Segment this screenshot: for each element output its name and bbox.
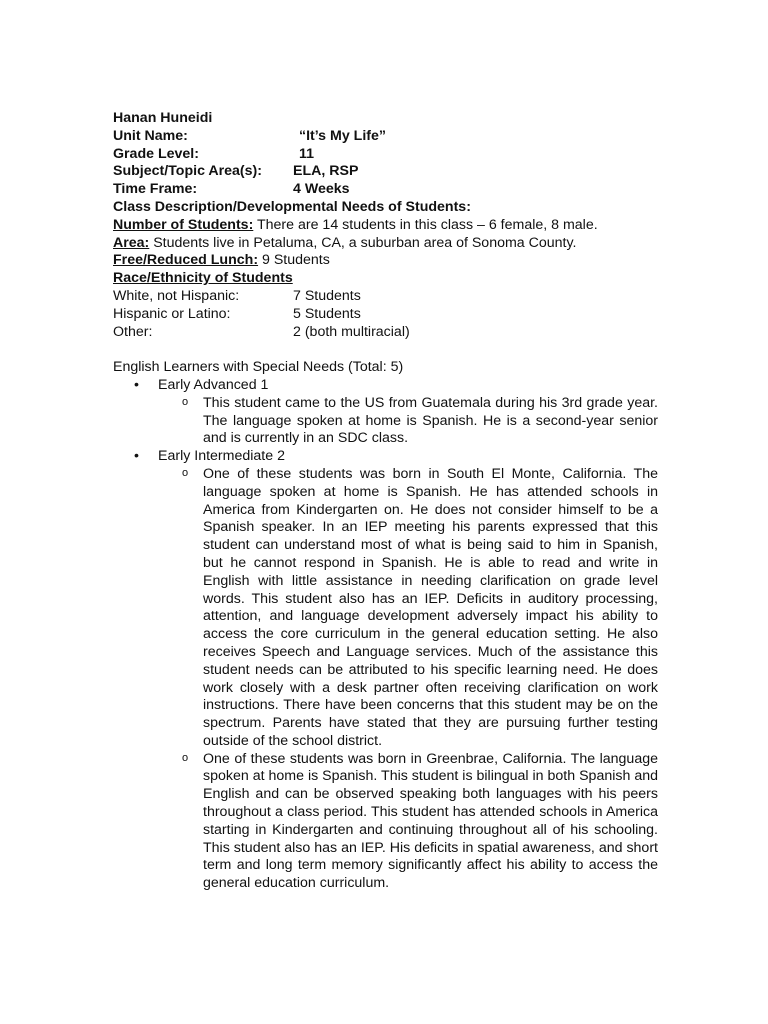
document-page [113, 110, 658, 893]
group-label: Early Advanced 1 [158, 376, 269, 393]
unit-name-label: Unit Name: [113, 127, 188, 144]
grade-level-value: 11 [299, 145, 314, 162]
circle-bullet-icon: o [182, 466, 189, 479]
free-lunch-line [113, 252, 658, 270]
student-description: One of these students was born in South El Monte, California. The language spoken at home is Spanish. He has attended schools in America from Kindergarten on. He does not consider himself to be a Spanish speaker. In an IEP meeting his parents expressed that this student can understand most of what is being said to him in Spanish, but he cannot respond in Spanish. He is able to read and write in English with little assistance in needing clarification on grade level words. This student also has an IEP. Deficits in auditory processing, attention, and language development adversely impact his ability to access the core curriculum in the general education setting. He also receives Speech and Language services. Much of the assistance this student needs can be attributed to his specific learning need. He does work closely with a desk partner often receiving clarification on work instructions. There have been concerns that this student may be on the spectrum. Parents have stated that they are pursuing further testing outside of the school district. [203, 465, 658, 749]
area-label: Area: [113, 234, 150, 251]
race-ethnicity-heading: Race/Ethnicity of Students [113, 270, 293, 287]
list-item-early-advanced [113, 377, 658, 395]
unit-name-value: “It’s My Life” [299, 127, 386, 144]
time-frame-row [113, 181, 658, 199]
race-value: 5 Students [293, 305, 361, 322]
grade-level-label: Grade Level: [113, 145, 199, 162]
subject-label: Subject/Topic Area(s): [113, 163, 262, 180]
area-text: Students live in Petaluma, CA, a suburban area of Sonoma County. [149, 234, 577, 251]
race-row-hispanic [113, 306, 658, 324]
subject-row [113, 163, 658, 181]
race-value: 2 (both multiracial) [293, 323, 410, 340]
list-subitem [113, 751, 658, 893]
english-learners-heading: English Learners with Special Needs (Total: 5) [113, 359, 404, 376]
free-lunch-label: Free/Reduced Lunch: [113, 252, 259, 269]
circle-bullet-icon: o [182, 751, 189, 764]
list-subitem [113, 395, 658, 448]
unit-name-row [113, 128, 658, 146]
bullet-icon: • [134, 376, 139, 393]
bullet-icon: • [134, 448, 139, 465]
race-label: Other: [113, 323, 153, 340]
area-line [113, 235, 658, 253]
number-of-students-text: There are 14 students in this class – 6 female, 8 male. [253, 216, 598, 233]
race-label: White, not Hispanic: [113, 287, 240, 304]
time-frame-value: 4 Weeks [293, 181, 350, 198]
free-lunch-text: 9 Students [258, 252, 330, 269]
blank-line [113, 341, 658, 359]
race-value: 7 Students [293, 287, 361, 304]
student-description: One of these students was born in Greenbrae, California. The language spoken at home is Spanish. This student is bilingual in both Spanish and English and can be observed speaking both languages with his peers throughout a class period. This student has attended schools in America starting in Kindergarten and continuing throughout all of his schooling. This student also has an IEP. His deficits in spatial awareness, and short term and long term memory significantly affect his ability to access the general education curriculum. [203, 750, 658, 892]
class-description-heading: Class Description/Developmental Needs of Students: [113, 198, 471, 215]
list-subitem [113, 466, 658, 751]
list-item-early-intermediate [113, 448, 658, 466]
number-of-students-line [113, 217, 658, 235]
student-description: This student came to the US from Guatemala during his 3rd grade year. The language spoken at home is Spanish. He is a second-year senior and is currently in an SDC class. [203, 394, 658, 447]
author-name: Hanan Huneidi [113, 110, 213, 126]
race-label: Hispanic or Latino: [113, 305, 231, 322]
circle-bullet-icon: o [182, 395, 189, 408]
race-row-other [113, 324, 658, 342]
grade-level-row [113, 146, 658, 164]
number-of-students-label: Number of Students: [113, 216, 254, 233]
time-frame-label: Time Frame: [113, 181, 198, 198]
subject-value: ELA, RSP [293, 163, 359, 180]
race-row-white [113, 288, 658, 306]
group-label: Early Intermediate 2 [158, 448, 285, 465]
